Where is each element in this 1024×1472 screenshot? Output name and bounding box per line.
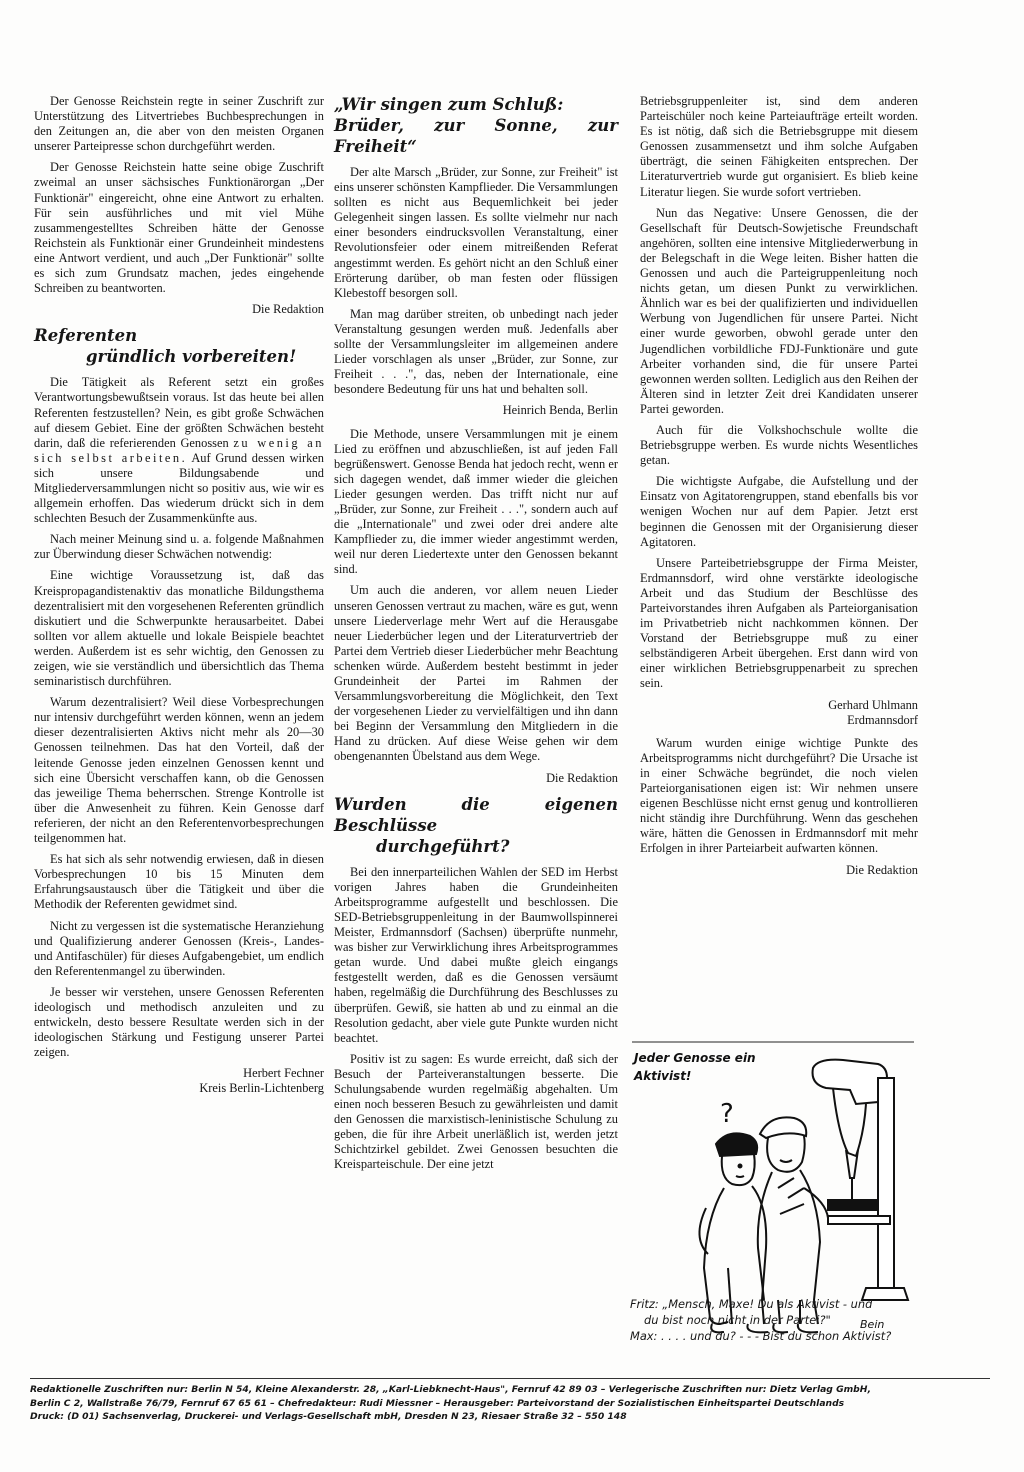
paragraph: Um auch die anderen, vor allem neuen Lieder unseren Genossen vertraut zu machen, wäre es gut, wenn unsere Liederverlage mehr Wert auf die Herausgabe neuer Liederbücher legen und der Literaturvertrieb der Partei dem Vertrieb dieser Liederbücher mehr Beachtung schenken würde. Außerdem besteht bestimmt in jeder Grundeinheit der Partei im Rahmen der Versammlungsvorbereitung die Möglichkeit, den Text der vorgesehenen Lieder zu vervielfältigen und ihn dann bei Beginn der Versammlung den Mitgliedern in die Hand zu drücken. Auf diese Weise gehen wir dem obengenannten Übelstand aus dem Wege. — [334, 583, 618, 764]
imprint-line: Berlin C 2, Wallstraße 76/79, Fernruf 67 65 61 – Chefredakteur: Rudi Miessner – Herausgeber: Parteivorstand der Sozialistischen Einheitspartei Deutschlands — [30, 1397, 845, 1409]
text-run: Auf Grund dessen wirken sich unsere Bildungsabende und Mitgliederversammlungen nicht so positiv aus, wie wir es allgemein erhoffen. Das wiederum drückt sich in dem schlechten Besuch der Zusammenkünfte aus. — [34, 450, 324, 526]
paragraph: Man mag darüber streiten, ob unbedingt nach jeder Veranstaltung gesungen werden muß. Jedenfalls aber sollte der Versammlungsleiter im allgemeinen andere Lieder vorschlagen als unser „Brüder, zur Sonne, zur Freiheit . . .", das, neben der Internationale, eine besondere Bedeutung für uns hat und behalten soll. — [334, 306, 618, 397]
author-place: Kreis Berlin-Lichtenberg — [199, 1081, 324, 1096]
drill-press-illustration — [813, 1060, 908, 1300]
paragraph: Unsere Parteibetriebsgruppe der Firma Meister, Erdmannsdorf, wird ohne verstärkte ideologische Arbeit und das Studium der Beschlüsse des Parteivorstandes ihren Aufgaben als Parteiorganisation im Privatbetrieb nicht nachkommen können. Der Vorstand der Betriebsgruppe muß zu einer selbständigeren Arbeit übergehen. Erst dann wird von einer wirklichen Betriebsgruppenarbeit zu sprechen sein. — [640, 555, 918, 691]
imprint-line: Druck: (D 01) Sachsenverlag, Druckerei- und Verlags-Gesellschaft mbH, Dresden N 23, Riesaer Straße 32 – 550 148 — [30, 1411, 627, 1422]
paragraph: Der Genosse Reichstein regte in seiner Zuschrift zur Unterstützung des Litvertriebes Buchbesprechungen in den Zeitungen an, die aber von den meisten Organen unserer Parteipresse schon durchgeführt werden. — [34, 94, 324, 154]
paragraph — [34, 375, 324, 526]
paragraph: Die wichtigste Aufgabe, die Aufstellung und der Einsatz von Agitatorengruppen, stand ebenfalls bis vor wenigen Wochen nur auf dem Papier. Jetzt erst beginnen die Genossen mit der Organisierung dieser Agitatoren. — [640, 474, 918, 549]
signature: Die Redaktion — [252, 302, 324, 317]
paragraph: Positiv ist zu sagen: Es wurde erreicht, daß sich der Besuch der Parteiveranstaltungen besserte. Die Schulungsabende wurden regelmäßig abgehalten. Um einen noch besseren Besuch zu gewährleisten und damit den Genossen die marxistisch-leninistische Schulung zu geben, die für ihre Arbeit unerläßlich ist, werden jetzt Schichtzirkel gebildet. Zwei Genossen besuchten die Kreisparteischule. Der eine jetzt — [334, 1051, 618, 1172]
paragraph: Warum dezentralisiert? Weil diese Vorbesprechungen nur intensiv durchgeführt werden können, wenn an jedem dieser dezentralisierten Aktivs nicht mehr als 20—30 Genossen teilnehmen. Das hat den Vorteil, daß der leitende Genosse jeden einzelnen Genossen kennt und sich eine Übersicht verschaffen kann, ob die Genossen das jeweilige Thema beherrschen. Strenge Kontrolle ist über die Anwesenheit zu führen. Kein Genosse darf referieren, der nicht an den Referentenvorbesprechungen teilgenommen hat. — [34, 695, 324, 846]
paragraph: Bei den innerparteilichen Wahlen der SED im Herbst vorigen Jahres haben die Grundeinheiten Arbeitsprogramme aufgestellt und beschlossen. Die SED-Betriebsgruppenleitung in der Baumwollspinnerei Meister, Erdmannsdorf (Sachsen) überprüfte nunmehr, was bisher zur Verwirklichung ihres Arbeitsprogrammes getan wurde. Und dabei mußte gleich eingangs festgestellt werden, daß es die Genossen versäumt haben, regelmäßig die Durchführung des Beschlusses zu überprüfen. Gewiß, sie hatten ab und zu einmal an die Resolution gedacht, aber viele gute Punkte wurden nicht beachtet. — [334, 864, 618, 1045]
paragraph: Nun das Negative: Unsere Genossen, die der Gesellschaft für Deutsch-Sowjetische Freundschaft angehören, sollten eine intensive Mitgliederwerbung in der Belegschaft in die Wege leiten. Bisher hatten die Genossen und auch die Parteigruppenleitung noch nichts getan, um diesen Punkt zu verwirklichen. Ähnlich war es bei der qualifizierten und individuellen Werbung von Jugendlichen für unsere Partei. Nicht einer wurde geworben, obwohl gerade unter den Jugendlichen vorbildliche FDJ-Funktionäre und gute Arbeiter vorhanden sind, die für unsere Partei gewonnen werden sollten. Lediglich aus den Reihen der Älteren sind in letzter Zeit drei Kandidaten unserer Partei geworden. — [640, 205, 919, 416]
paragraph: Betriebsgruppenleiter ist, sind dem anderen Parteischüler noch keine Parteiaufträge erteilt worden. Es ist nötig, daß sich die Betriebsgruppe mit diesem Genossen zusammensetzt und ihm solche Aufgaben überträgt, die seinen Fähigkeiten entsprechen. Der Literaturvertrieb wurde gut organisiert. Es blieb keine Literatur liegen. Sie wurde sofort vertrieben. — [640, 94, 918, 199]
column-left — [34, 94, 324, 1105]
signature: Die Redaktion — [546, 770, 618, 785]
paragraph: Nach meiner Meinung sind u. a. folgende Maßnahmen zur Überwindung dieser Schwächen notwendig: — [34, 532, 324, 562]
imprint-line: Redaktionelle Zuschriften nur: Berlin N 54, Kleine Alexanderstr. 28, „Karl-Liebknecht-Haus", Fernruf 42 89 03 – Verlegerische Zuschriften nur: Dietz Verlag GmbH, — [30, 1384, 871, 1395]
headline-referenten — [34, 325, 324, 367]
spaced-emphasis: zu wenig an sich selbst arbeiten. — [34, 435, 324, 465]
caption-line: du bist noch nicht in der Partei?" — [644, 1313, 831, 1327]
cartoon-title-line1: Jeder Genosse ein — [634, 1051, 756, 1065]
author-name: Herbert Fechner — [243, 1066, 324, 1081]
signature: Die Redaktion — [846, 862, 918, 877]
headline-line: Brüder, zur Sonne, zur Freiheit“ — [334, 116, 618, 156]
paragraph: Je besser wir verstehen, unsere Genossen Referenten ideologisch und methodisch anzuleiten und zu entwickeln, desto bessere Resultate werden sich in der ideologischen Stärkung und Festigung unserer Partei zeigen. — [34, 984, 324, 1060]
headline-line: Referenten — [34, 326, 138, 346]
paragraph: Warum wurden einige wichtige Punkte des Arbeitsprogramms nicht durchgeführt? Die Ursache ist in einer Schwäche begründet, die noch vielen Parteiorganisationen eigen ist: Wir nehmen unsere eigenen Beschlüsse nicht ernst genug und kontrollieren nicht ständig ihre Durchführung. Wenn das geschehen wäre, hätten die Genossen in Erdmannsdorf mit mehr Erfolgen in ihrer Parteiarbeit aufwarten können. — [640, 735, 918, 856]
author-name: Gerhard Uhlmann — [828, 697, 918, 712]
paragraph: Nicht zu vergessen ist die systematische Heranziehung und Qualifizierung anderer Genossen (Kreis-, Landes- und Antifaschüler) für dieses Aufgabengebiet, um endlich den Referentenmangel zu überwinden. — [34, 918, 324, 978]
headline-line: gründlich vorbereiten! — [86, 347, 297, 367]
caption-line: Max: . . . . und du? - - - Bist du schon Aktivist? — [630, 1329, 892, 1343]
paragraph: Auch für die Volkshochschule wollte die Betriebsgruppe werben. Es wurde nichts Wesentliches getan. — [640, 422, 918, 468]
paragraph: Die Methode, unsere Versammlungen mit je einem Lied zu eröffnen und abzuschließen, ist auf jeden Fall begrüßenswert. Genosse Benda hat jedoch recht, wenn er sich dagegen wendet, daß immer wieder die gleichen Lieder gesungen werden. Das trifft nicht nur auf „Brüder, zur Sonne, zur Freiheit . . .", sondern auch auf die „Internationale" und zwei oder drei andere alte Kampflieder zu, die immer wieder angestimmt werden, weil nur deren Liedertexte unter den Genossen bekannt sind. — [334, 426, 618, 577]
author-place: Erdmannsdorf — [847, 712, 918, 727]
column-middle — [334, 94, 618, 1179]
column-right — [640, 94, 918, 886]
paragraph: Der alte Marsch „Brüder, zur Sonne, zur Freiheit" ist eins unserer schönsten Kampflieder. Die Versammlungen sollten es nicht aus Bequemlichkeit bei jeder Gelegenheit singen lassen. Es sollte vielmehr nur nach einer besonders eindrucksvollen Veranstaltung, einer Revolutionsfeier oder einem mitreißenden Referat angestimmt werden. Es gehört nicht an den Schluß einer Erörterung darüber, ob man festen oder flüssigen Klebestoff besorgen soll. — [334, 165, 618, 300]
paragraph: Es hat sich als sehr notwendig erwiesen, daß in diesen Vorbesprechungen 10 bis 15 Minuten dem Erfahrungsaustausch über die Tätigkeit und über die Methodik der Referenten gewidmet sind. — [34, 852, 324, 912]
paragraph: Der Genosse Reichstein hatte seine obige Zuschrift zweimal an unser sächsisches Funktionärorgan „Der Funktionär" eingereicht, ohne eine Antwort zu erhalten. Für sein ausführliches und mit viel Mühe zusammengestelltes Schreiben hätte der Genosse Reichstein als Funktionär einer Grundeinheit mindestens eine Antwort verdient, und auch „Der Funktionär" sollte es sich zum Grundsatz machen, jedes eingehende Schreiben zu beantworten. — [34, 160, 324, 296]
headline-line: durchgeführt? — [376, 836, 510, 856]
question-mark-glyph: ? — [720, 1099, 734, 1129]
cartoon-caption — [630, 1296, 922, 1344]
imprint-footer — [30, 1378, 990, 1424]
cartoon-title-line2: Aktivist! — [634, 1069, 692, 1083]
text-run: Die Tätigkeit als Referent setzt ein großes Verantwortungsbewußtsein voraus. Ist das heute bei allen Referenten festzustellen? Nein, es gibt große Schwächen auf diesem Gebiet. Eine der größten Schwächen besteht darin, daß die referierenden Genossen — [34, 375, 324, 450]
paragraph: Eine wichtige Voraussetzung ist, daß das Kreispropagandistenaktiv das monatliche Bildungsthema dezentralisiert mit den vorgesehenen Referenten gründlich diskutiert und die Schwerpunkte herausarbeitet. Dabei sollten vor allem aktuelle und lokale Beispiele beachtet werden. Außerdem ist es sehr wichtig, den Genossen zu zeigen, wie sie verständlich und übersichtlich das Thema seminaristisch durchführen. — [34, 568, 324, 689]
artist-signature: Bein — [860, 1318, 885, 1331]
headline-beschluesse — [334, 794, 618, 857]
signature: Heinrich Benda, Berlin — [502, 403, 618, 418]
headline-line: „Wir singen zum Schluß: — [334, 95, 564, 114]
headline-line: Wurden die eigenen Beschlüsse — [334, 794, 618, 835]
caption-line: Fritz: „Mensch, Maxe! Du als Aktivist - und — [630, 1297, 873, 1311]
headline-singen — [334, 94, 618, 157]
